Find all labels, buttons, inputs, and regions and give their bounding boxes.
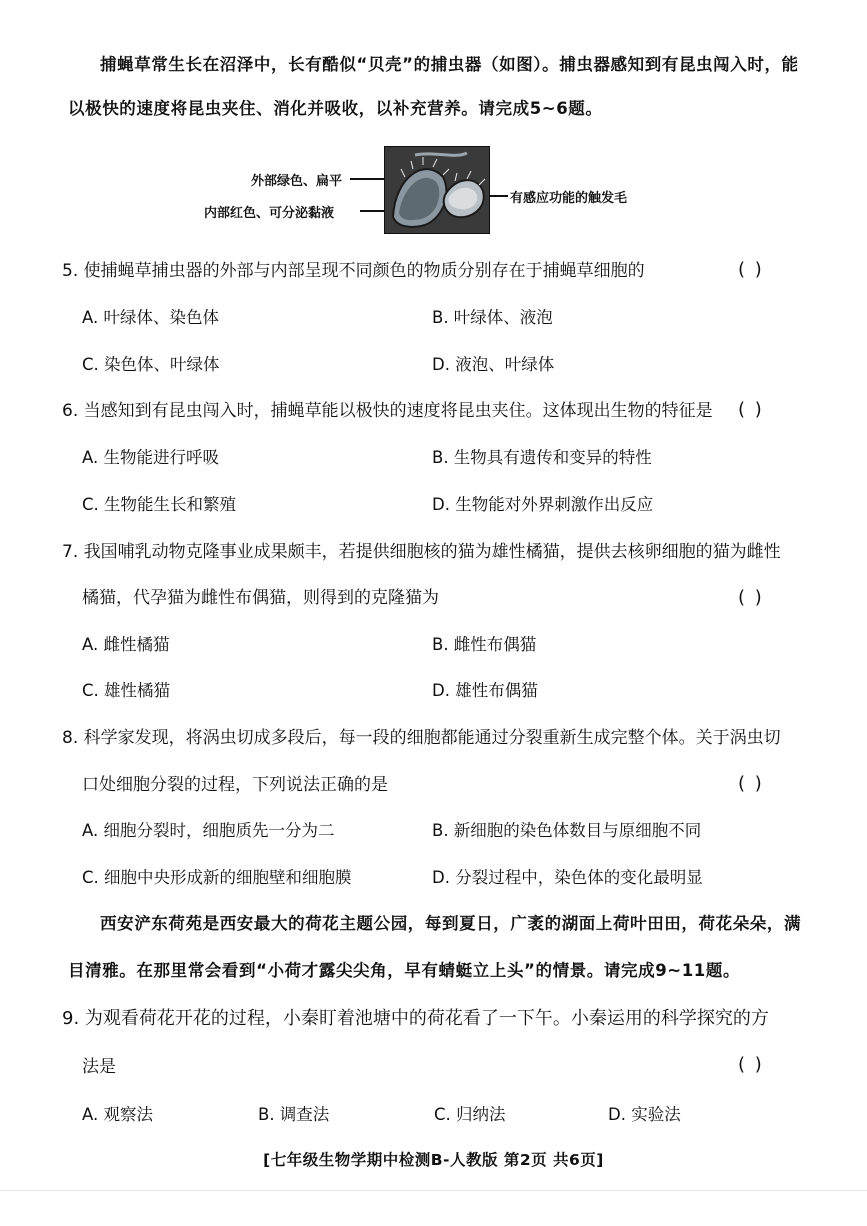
- question-9-stem-line-2: 法是: [82, 1057, 116, 1077]
- question-9-answer-bracket[interactable]: ( ): [738, 1054, 764, 1075]
- figure-label-outer: 外部绿色、扁平: [251, 174, 343, 189]
- question-5-option-d: D. 液泡、叶绿体: [432, 355, 555, 374]
- question-7-option-a: A. 雌性橘猫: [82, 635, 170, 654]
- question-6-option-a: A. 生物能进行呼吸: [82, 448, 219, 467]
- question-7-answer-bracket[interactable]: ( ): [738, 587, 764, 608]
- passage-1-line-2: 以极快的速度将昆虫夹住、消化并吸收，以补充营养。请完成5~6题。: [68, 99, 603, 118]
- question-5-answer-bracket[interactable]: ( ): [738, 259, 764, 280]
- question-8-option-d: D. 分裂过程中，染色体的变化最明显: [432, 868, 703, 887]
- question-8-option-c: C. 细胞中央形成新的细胞壁和细胞膜: [82, 868, 352, 887]
- page-bottom-edge: [0, 1190, 867, 1191]
- question-6-option-c: C. 生物能生长和繁殖: [82, 495, 237, 514]
- question-9-option-a: A. 观察法: [82, 1105, 153, 1124]
- question-6-option-d: D. 生物能对外界刺激作出反应: [432, 495, 654, 514]
- question-5-stem: 5. 使捕蝇草捕虫器的外部与内部呈现不同颜色的物质分别存在于捕蝇草细胞的: [62, 261, 645, 281]
- figure-label-trigger-hair: 有感应功能的触发毛: [510, 191, 628, 206]
- passage-1-line-1: 捕蝇草常生长在沼泽中，长有酷似“贝壳”的捕虫器（如图）。捕虫器感知到有昆虫闯入时，能: [100, 55, 799, 74]
- question-7-stem-line-1: 7. 我国哺乳动物克隆事业成果颇丰，若提供细胞核的猫为雄性橘猫，提供去核卵细胞的猫为雌性: [62, 542, 781, 562]
- venus-flytrap-image: [384, 146, 490, 234]
- question-7-option-b: B. 雌性布偶猫: [432, 635, 537, 654]
- question-8-stem-line-2: 口处细胞分裂的过程，下列说法正确的是: [82, 775, 388, 795]
- question-7-stem-line-2: 橘猫，代孕猫为雌性布偶猫，则得到的克隆猫为: [82, 588, 439, 608]
- question-6-answer-bracket[interactable]: ( ): [738, 399, 764, 420]
- question-8-option-a: A. 细胞分裂时，细胞质先一分为二: [82, 821, 335, 840]
- figure-label-inner: 内部红色、可分泌黏液: [204, 206, 335, 221]
- question-9-option-b: B. 调查法: [258, 1105, 330, 1124]
- question-9-stem-line-1: 9. 为观看荷花开花的过程，小秦盯着池塘中的荷花看了一下午。小秦运用的科学探究的方: [62, 1008, 769, 1029]
- question-5-option-c: C. 染色体、叶绿体: [82, 355, 220, 374]
- question-6-option-b: B. 生物具有遗传和变异的特性: [432, 448, 652, 467]
- question-8-option-b: B. 新细胞的染色体数目与原细胞不同: [432, 821, 702, 840]
- question-7-option-c: C. 雄性橘猫: [82, 681, 171, 700]
- passage-2-line-2: 目清雅。在那里常会看到“小荷才露尖尖角，早有蜻蜓立上头”的情景。请完成9~11题。: [68, 961, 741, 980]
- question-8-answer-bracket[interactable]: ( ): [738, 773, 764, 794]
- question-6-stem: 6. 当感知到有昆虫闯入时，捕蝇草能以极快的速度将昆虫夹住。这体现出生物的特征是: [62, 401, 713, 421]
- question-5-option-b: B. 叶绿体、液泡: [432, 308, 553, 327]
- question-7-option-d: D. 雄性布偶猫: [432, 681, 538, 700]
- page-footer: [七年级生物学期中检测B-人教版 第2页 共6页]: [263, 1151, 604, 1169]
- passage-2-line-1: 西安浐东荷苑是西安最大的荷花主题公园，每到夏日，广袤的湖面上荷叶田田，荷花朵朵，满: [100, 914, 802, 933]
- venus-flytrap-drawing: [385, 147, 489, 233]
- question-5-option-a: A. 叶绿体、染色体: [82, 308, 219, 327]
- question-8-stem-line-1: 8. 科学家发现，将涡虫切成多段后，每一段的细胞都能通过分裂重新生成完整个体。关于涡虫切: [62, 728, 781, 748]
- question-9-option-d: D. 实验法: [608, 1105, 681, 1124]
- question-9-option-c: C. 归纳法: [434, 1105, 506, 1124]
